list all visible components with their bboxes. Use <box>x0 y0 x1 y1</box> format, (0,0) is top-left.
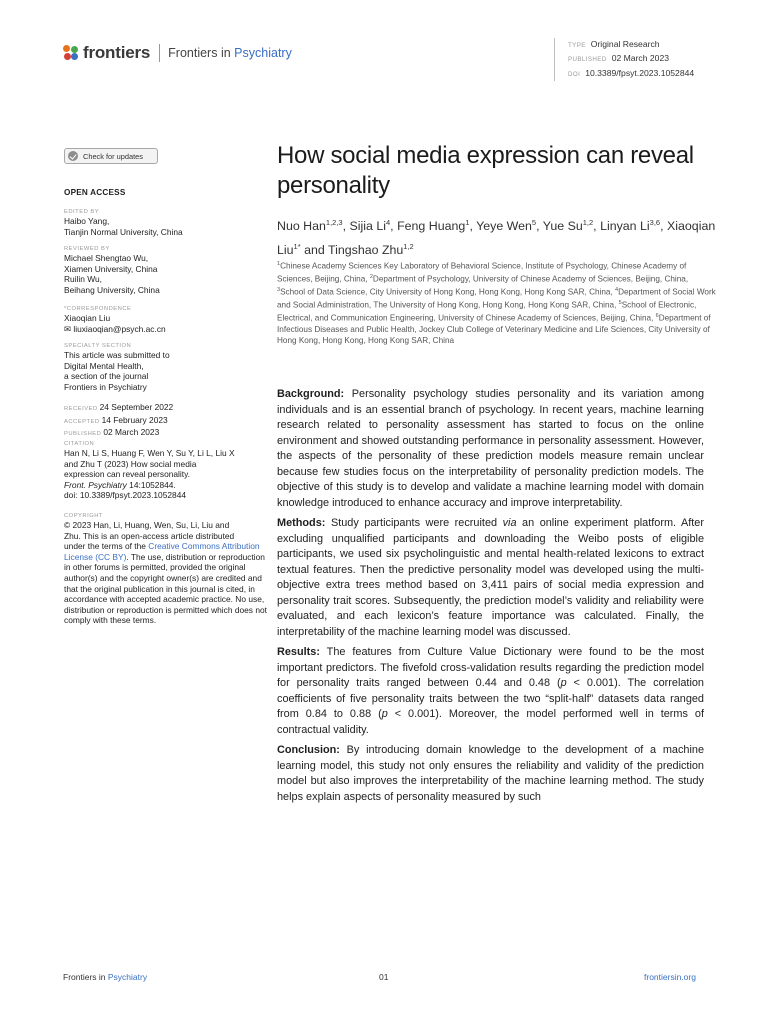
citation-section: CITATION Han N, Li S, Huang F, Wen Y, Su Y, Li L, Liu X and Zhu T (2023) How social media expression can reveal personality. Front. Psychiatry 14:1052844. doi: 10.3389/fpsyt.2023.1052844 <box>64 440 269 501</box>
affiliation-text: Department of Psychology, University of Chinese Academy of Sciences, Beijing, China, <box>372 274 689 284</box>
check-for-updates-button[interactable]: Check for updates <box>64 148 158 164</box>
cc-by-license-link[interactable]: Creative Commons Attribution License (CC BY) <box>64 541 260 562</box>
header-divider <box>159 44 160 62</box>
author-affiliation-marker: 1,2,3 <box>325 218 343 227</box>
affiliation-marker: 6 <box>655 312 659 319</box>
abstract-results: Results: The features from Culture Value Dictionary were found to be the most important predictors. The fivefold cross-validation results regarding the prediction model for personality traits ranged between 0.44 and 0.48 (p < 0.001). The correlation coefficients of five personality traits between the two “split-half” datasets data ranged from 0.84 to 0.88 (p < 0.001). Moreover, the model performed well in terms of contractual validity. <box>277 646 704 736</box>
affiliation-text: School of Data Science, City University of Hong Kong, Hong Kong, Hong Kong SAR, China, <box>280 287 616 297</box>
author-name[interactable]: Feng Huang <box>397 219 466 234</box>
copyright-section: COPYRIGHT © 2023 Han, Li, Huang, Wen, Su, Li, Liu and Zhu. This is an open-access article distributed under the terms of the Creative Commons Attribution License (CC BY). The use, distribution or reproduction in other forums is permitted, provided the original author(s) and the copyright owner(s) are credited and that the original publication in this journal is cited, in accordance with accepted academic practice. No use, distribution or reproduction is permitted which does not comply with these terms. <box>64 513 267 626</box>
author-name[interactable]: Sijia Li <box>349 219 386 234</box>
author-name[interactable]: Linyan Li <box>600 219 650 234</box>
frontiers-logo-icon <box>63 45 79 61</box>
correspondence-section: *CORRESPONDENCE Xiaoqian Liu ✉ liuxiaoqian@psych.ac.cn <box>64 306 166 334</box>
affiliation-text: Department of Social Work and Social Administration, The University of Hong Kong, Hong Kong, Hong Kong SAR, China, <box>277 287 716 310</box>
author-name[interactable]: Tingshao Zhu <box>327 242 404 257</box>
affiliation-text: Chinese Academy Sciences Key Laboratory of Behavioral Science, Institute of Psychology, Chinese Academy of Sciences, Beijing, China, <box>277 261 687 284</box>
article-title: How social media expression can reveal personality <box>277 142 694 199</box>
specialty-section: SPECIALTY SECTION This article was submitted to Digital Mental Health, a section of the journal Frontiers in Psychiatry <box>64 343 170 392</box>
check-icon <box>68 151 78 161</box>
affiliation-marker: 5 <box>618 299 622 306</box>
dates-section: RECEIVED 24 September 2022 ACCEPTED 14 February 2023 PUBLISHED 02 March 2023 <box>64 402 174 438</box>
journal-header <box>63 43 292 63</box>
author-name[interactable]: Nuo Han <box>277 219 326 234</box>
affiliation-text: Department of Infectious Diseases and Public Health, Jockey Club College of Veterinary Medicine and Life Sciences, City University of Hong Kong, Hong Kong, Hong Kong SAR, China <box>277 313 711 345</box>
doi-link[interactable]: 10.3389/fpsyt.2023.1052844 <box>585 67 695 78</box>
author-name[interactable]: Yeye Wen <box>476 219 532 234</box>
journal-name[interactable]: Frontiers in Psychiatry <box>168 46 292 60</box>
author-affiliation-marker: 1 <box>465 218 470 227</box>
envelope-icon: ✉ <box>64 323 72 334</box>
footer-site-link[interactable]: frontiersin.org <box>644 972 696 982</box>
author-name[interactable]: Yue Su <box>542 219 583 234</box>
abstract-conclusion: Conclusion: By introducing domain knowledge to the development of a machine learning model, this study not only ensures the reliability and validity of the prediction model but also improves the interpretability of the machine learning method. The study helps explain aspects of personality measured by such <box>277 744 704 803</box>
abstract-methods: Methods: Study participants were recruited via an online experiment platform. After excluding unqualified participants and downloading the Weibo posts of eligible participants, we used six psycholinguistic and mental health-related lexicons to extract textual features. Then the predictive personality model was developed using the multi-objective extra trees method based on 3,411 pairs of social media expression and personality trait scores. Subsequently, the prediction model’s validity and reliability were evaluated, and each lexicon’s feature importance was calculated. Finally, the interpretability of the machine learning model was discussed. <box>277 517 704 638</box>
affiliation-marker: 4 <box>615 286 619 293</box>
article-type: Original Research <box>590 39 660 49</box>
author-affiliation-marker: 3,6 <box>649 218 661 227</box>
edited-by-section: EDITED BY Haibo Yang, Tianjin Normal University, China <box>64 209 183 237</box>
author-affiliation-marker: 4 <box>386 218 391 227</box>
footer-journal[interactable]: Frontiers in Psychiatry <box>63 972 148 982</box>
author-affiliation-marker: 5 <box>531 218 537 227</box>
reviewed-by-section: REVIEWED BY Michael Shengtao Wu, Xiamen University, China Ruilin Wu, Beihang University, China <box>64 246 160 295</box>
affiliation-marker: 2 <box>369 273 373 280</box>
open-access-label: OPEN ACCESS <box>64 188 126 197</box>
publish-date: 02 March 2023 <box>611 53 670 64</box>
author-list: Nuo Han$^{1,2,3}$, Sijia Li$^4$, Feng Huang$^1$, Yeye Wen$^5$, Yue Su$^{1,2}$, Linyan Li$^{3,6}$, Xiaoqian Liu$^{1*}$ and Tingshao Zhu$^{1,2}$ <box>277 218 716 257</box>
page-number: 01 <box>379 972 389 982</box>
author-name[interactable]: Xiaoqian Liu <box>277 219 716 257</box>
author-affiliation-marker: 1* <box>293 241 301 251</box>
abstract-background: Background: Personality psychology studies personality and its variation among individuals and is an essential branch of psychology. In recent years, machine learning research related to personality assessment has started to focus on the online environment and showed outstanding performance in personality assessment. However, the aspects of the personality of these prediction models measure remain unclear because few studies focus on the interpretability of personality prediction models. The objective of this study is to develop and validate a machine learning model with domain knowledge introduced to enhance accuracy and improve interpretability. <box>277 388 704 509</box>
abstract <box>277 387 704 810</box>
author-affiliation-marker: 1,2 <box>403 241 414 251</box>
affiliation-marker: 3 <box>277 286 281 293</box>
article-meta: TYPE Original Research PUBLISHED 02 March 2023 DOI 10.3389/fpsyt.2023.1052844 <box>554 38 694 81</box>
affiliations <box>277 259 717 346</box>
brand-name[interactable]: frontiers <box>83 43 151 62</box>
correspondence-email-link[interactable]: liuxiaoqian@psych.ac.cn <box>73 323 166 334</box>
citation-doi: doi: 10.3389/fpsyt.2023.1052844 <box>64 490 187 501</box>
author-affiliation-marker: 1,2 <box>582 218 594 227</box>
affiliation-text: School of Electronic, Electrical, and Communication Engineering, University of Chinese Academy of Sciences, Beijing, China, <box>277 300 697 323</box>
affiliation-marker: 1 <box>277 261 281 267</box>
